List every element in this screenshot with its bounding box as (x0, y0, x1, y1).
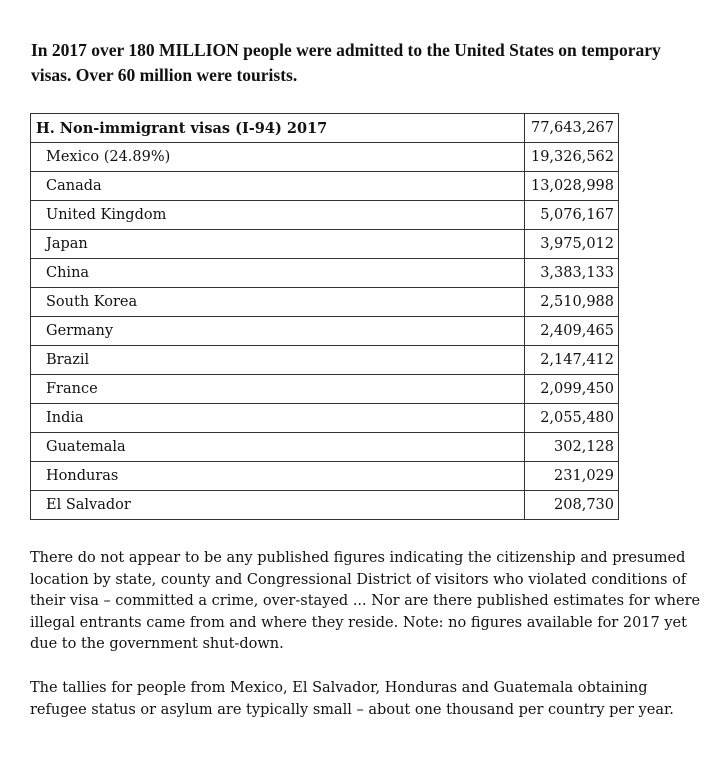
country-value: 19,326,562 (525, 143, 619, 172)
country-label: El Salvador (31, 491, 525, 520)
country-label: South Korea (31, 288, 525, 317)
table-header-label: H. Non-immigrant visas (I-94) 2017 (31, 114, 525, 143)
country-label: Brazil (31, 346, 525, 375)
table-header-value: 77,643,267 (525, 114, 619, 143)
paragraph-visa-violations: There do not appear to be any published figures indicating the citizenship and presumed location by state, county and Congressional District of visitors who violated conditions of their visa – committed a crime, over-stayed ... Nor are there published estimates for where illegal entrants came from and where they reside. Note: no figures available for 2017 yet due to the government shut-down. (30, 550, 701, 652)
paragraph-refugee-tallies: The tallies for people from Mexico, El Salvador, Honduras and Guatemala obtaining refugee status or asylum are typically small – about one thousand per country per year. (30, 680, 674, 718)
country-label: India (31, 404, 525, 433)
table-row (31, 201, 619, 230)
country-label: Guatemala (31, 433, 525, 462)
country-value: 2,055,480 (525, 404, 619, 433)
country-label: Canada (31, 172, 525, 201)
country-value: 3,383,133 (525, 259, 619, 288)
table-row (31, 288, 619, 317)
table-header-row (31, 114, 619, 143)
table-row (31, 404, 619, 433)
table-row (31, 433, 619, 462)
country-value: 3,975,012 (525, 230, 619, 259)
page-heading: In 2017 over 180 MILLION people were admitted to the United States on temporary visas. Over 60 million were tourists. (31, 40, 661, 85)
country-value: 13,028,998 (525, 172, 619, 201)
table-row (31, 172, 619, 201)
country-value: 231,029 (525, 462, 619, 491)
country-label: Japan (31, 230, 525, 259)
table-row (31, 317, 619, 346)
table-row (31, 491, 619, 520)
visa-table (30, 113, 619, 520)
table-row (31, 259, 619, 288)
country-label: Mexico (24.89%) (31, 143, 525, 172)
country-label: France (31, 375, 525, 404)
country-label: China (31, 259, 525, 288)
country-value: 2,409,465 (525, 317, 619, 346)
country-value: 302,128 (525, 433, 619, 462)
country-value: 2,510,988 (525, 288, 619, 317)
country-value: 208,730 (525, 491, 619, 520)
table-row (31, 230, 619, 259)
country-value: 2,099,450 (525, 375, 619, 404)
table-row (31, 375, 619, 404)
table-row (31, 346, 619, 375)
country-label: Honduras (31, 462, 525, 491)
country-label: United Kingdom (31, 201, 525, 230)
table-row (31, 143, 619, 172)
country-value: 2,147,412 (525, 346, 619, 375)
country-label: Germany (31, 317, 525, 346)
country-value: 5,076,167 (525, 201, 619, 230)
table-row (31, 462, 619, 491)
